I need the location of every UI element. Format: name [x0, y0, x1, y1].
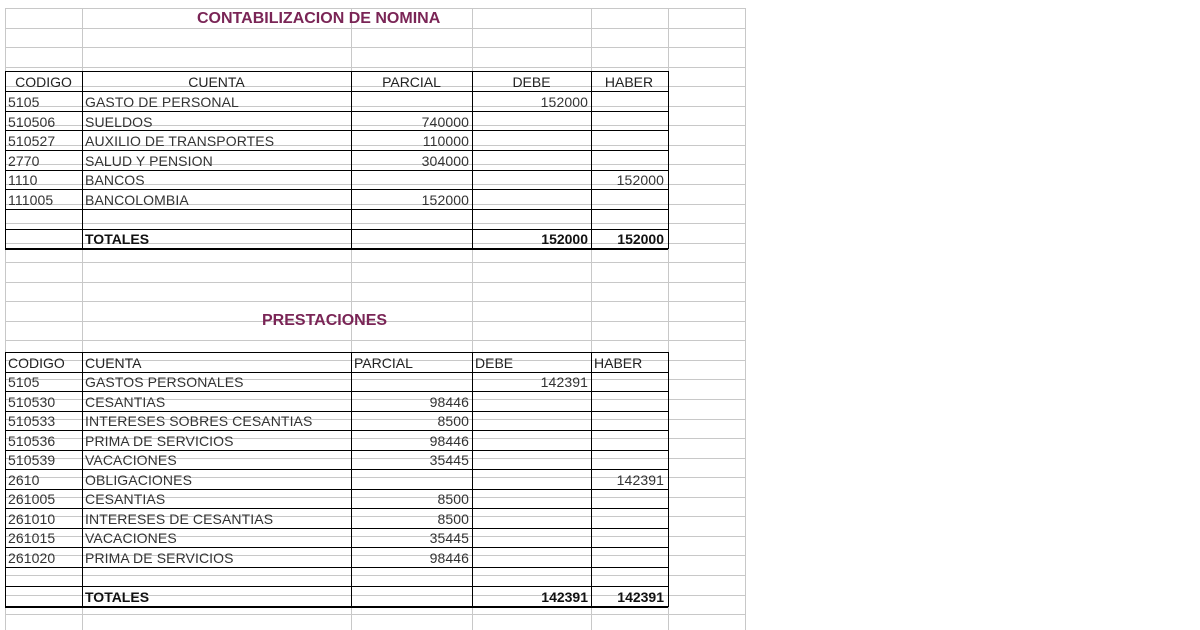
border-vertical	[591, 71, 592, 249]
header-parcial[interactable]: PARCIAL	[354, 355, 413, 371]
cell-haber[interactable]	[591, 431, 667, 451]
cell-parcial[interactable]	[351, 470, 472, 490]
border-horizontal	[5, 567, 668, 568]
cell-parcial[interactable]: 35445	[429, 530, 469, 546]
totals-haber[interactable]: 142391	[617, 589, 664, 605]
cell-cuenta[interactable]: AUXILIO DE TRANSPORTES	[85, 133, 275, 150]
cell-cuenta[interactable]: CESANTIAS	[85, 491, 166, 507]
gridline-horizontal	[5, 47, 746, 48]
cell-haber[interactable]	[591, 372, 667, 392]
cell-parcial[interactable]: 110000	[422, 133, 469, 150]
cell-debe[interactable]	[472, 431, 591, 451]
cell-cuenta[interactable]: VACACIONES	[85, 452, 177, 468]
border-horizontal	[5, 372, 668, 373]
cell-cuenta[interactable]: PRIMA DE SERVICIOS	[85, 549, 234, 566]
cell-codigo[interactable]: 510506	[8, 113, 56, 130]
gridline-horizontal	[5, 67, 746, 68]
cell-debe[interactable]	[472, 170, 591, 190]
border-vertical	[668, 71, 669, 249]
border-vertical	[82, 71, 83, 249]
gridline-horizontal	[5, 282, 746, 283]
cell-haber[interactable]	[591, 112, 667, 132]
border-horizontal	[5, 229, 668, 230]
cell-parcial[interactable]: 8500	[437, 491, 469, 507]
cell-cuenta[interactable]: PRIMA DE SERVICIOS	[85, 432, 234, 449]
border-horizontal	[5, 170, 668, 171]
cell-codigo[interactable]: 261010	[8, 510, 56, 527]
cell-haber[interactable]	[591, 450, 667, 470]
gridline-horizontal	[5, 223, 746, 224]
totals-haber[interactable]: 152000	[617, 231, 664, 247]
cell-debe[interactable]	[472, 528, 591, 548]
border-vertical	[351, 71, 352, 249]
gridline-horizontal	[5, 340, 746, 341]
header-debe[interactable]: DEBE	[512, 74, 551, 90]
border-horizontal	[5, 450, 668, 451]
header-haber[interactable]: HABER	[604, 74, 654, 90]
cell-debe[interactable]	[472, 151, 591, 171]
cell-codigo[interactable]: 510527	[8, 133, 56, 150]
cell-haber[interactable]	[591, 411, 667, 431]
cell-debe[interactable]	[472, 131, 591, 151]
border-horizontal	[5, 606, 668, 608]
gridline-horizontal	[5, 575, 746, 576]
cell-parcial[interactable]: 98446	[429, 549, 469, 566]
header-debe[interactable]: DEBE	[475, 355, 514, 371]
cell-cuenta[interactable]: GASTOS PERSONALES	[85, 374, 244, 390]
totals-label[interactable]: TOTALES	[85, 589, 150, 605]
border-horizontal	[5, 130, 668, 131]
header-cuenta[interactable]: CUENTA	[85, 355, 142, 371]
cell-haber[interactable]	[591, 509, 667, 529]
cell-cuenta[interactable]: SALUD Y PENSION	[85, 152, 213, 169]
cell-codigo[interactable]: 261020	[8, 549, 56, 566]
cell-cuenta[interactable]: VACACIONES	[85, 530, 177, 546]
cell-codigo[interactable]: 5105	[8, 94, 40, 110]
gridline-horizontal	[5, 8, 746, 9]
cell-debe[interactable]	[472, 509, 591, 529]
cell-parcial[interactable]: 8500	[437, 510, 469, 527]
cell-parcial[interactable]	[351, 372, 472, 392]
border-horizontal	[5, 430, 668, 431]
cell-codigo[interactable]: 1110	[8, 172, 38, 189]
gridline-horizontal	[5, 614, 746, 615]
cell-debe[interactable]	[472, 548, 591, 568]
header-codigo[interactable]: CODIGO	[8, 355, 65, 371]
cell-cuenta[interactable]: BANCOLOMBIA	[85, 192, 189, 208]
cell-codigo[interactable]: 261015	[8, 530, 56, 546]
cell-codigo[interactable]: 2610	[8, 471, 40, 488]
border-horizontal	[5, 209, 668, 210]
cell-parcial[interactable]: 98446	[429, 432, 469, 449]
header-cuenta[interactable]: CUENTA	[188, 74, 245, 90]
border-horizontal	[5, 469, 668, 470]
cell-haber[interactable]	[591, 548, 667, 568]
cell-haber[interactable]	[591, 131, 667, 151]
totals-debe[interactable]: 152000	[541, 231, 588, 247]
cell-codigo[interactable]: 2770	[8, 152, 40, 169]
cell-codigo[interactable]: 5105	[8, 374, 40, 390]
totals-label[interactable]: TOTALES	[85, 231, 150, 247]
cell-cuenta[interactable]: OBLIGACIONES	[85, 471, 193, 488]
border-vertical	[668, 352, 669, 607]
cell-haber[interactable]	[591, 92, 667, 112]
border-horizontal	[5, 248, 668, 250]
cell-cuenta[interactable]: INTERESES DE CESANTIAS	[85, 510, 274, 527]
cell-parcial[interactable]: 35445	[429, 452, 469, 468]
totals-debe[interactable]: 142391	[541, 589, 588, 605]
cell-codigo[interactable]: 111005	[8, 192, 54, 208]
cell-haber[interactable]	[591, 190, 667, 210]
border-horizontal	[5, 71, 668, 72]
cell-debe[interactable]	[472, 450, 591, 470]
border-vertical	[472, 71, 473, 249]
gridline-horizontal	[5, 28, 746, 29]
gridline-horizontal	[5, 262, 746, 263]
cell-debe[interactable]	[472, 470, 591, 490]
border-horizontal	[5, 528, 668, 529]
cell-codigo[interactable]: 510539	[8, 452, 56, 468]
border-horizontal	[5, 111, 668, 112]
cell-codigo[interactable]: 510536	[8, 432, 56, 449]
cell-haber[interactable]	[591, 489, 667, 509]
border-horizontal	[5, 91, 668, 92]
border-horizontal	[5, 489, 668, 490]
cell-parcial[interactable]: 152000	[421, 192, 469, 208]
cell-parcial[interactable]: 98446	[429, 393, 469, 410]
gridline-horizontal	[5, 301, 746, 302]
cell-debe[interactable]: 152000	[540, 94, 588, 110]
cell-haber[interactable]: 142391	[616, 471, 664, 488]
cell-haber[interactable]	[591, 392, 667, 412]
cell-parcial[interactable]: 8500	[437, 413, 469, 429]
cell-haber[interactable]	[591, 151, 667, 171]
border-horizontal	[5, 547, 668, 548]
cell-debe[interactable]	[472, 112, 591, 132]
cell-debe[interactable]	[472, 392, 591, 412]
cell-cuenta[interactable]: INTERESES SOBRES CESANTIAS	[85, 413, 313, 429]
border-horizontal	[5, 586, 668, 587]
border-horizontal	[5, 189, 668, 190]
cell-codigo[interactable]: 261005	[8, 491, 56, 507]
cell-parcial[interactable]	[351, 170, 472, 190]
cell-haber[interactable]	[591, 528, 667, 548]
header-haber[interactable]: HABER	[594, 355, 643, 371]
cell-cuenta[interactable]: GASTO DE PERSONAL	[85, 94, 239, 110]
cell-parcial[interactable]	[351, 92, 472, 112]
cell-codigo[interactable]: 510533	[8, 413, 56, 429]
header-codigo[interactable]: CODIGO	[15, 74, 72, 90]
cell-cuenta[interactable]: CESANTIAS	[85, 393, 166, 410]
header-parcial[interactable]: PARCIAL	[382, 74, 441, 90]
cell-cuenta[interactable]: SUELDOS	[85, 113, 153, 130]
cell-haber[interactable]: 152000	[616, 172, 664, 189]
border-horizontal	[5, 508, 668, 509]
cell-cuenta[interactable]: BANCOS	[85, 172, 145, 189]
cell-debe[interactable]	[472, 411, 591, 431]
section-title-nomina: CONTABILIZACION DE NOMINA	[197, 10, 441, 27]
cell-debe[interactable]: 142391	[540, 374, 588, 390]
border-horizontal	[5, 150, 668, 151]
cell-codigo[interactable]: 510530	[8, 393, 56, 410]
border-horizontal	[5, 352, 668, 353]
border-horizontal	[5, 391, 668, 392]
border-vertical	[5, 71, 6, 249]
cell-parcial[interactable]: 740000	[421, 113, 469, 130]
section-title-prestaciones: PRESTACIONES	[262, 312, 388, 329]
border-horizontal	[5, 411, 668, 412]
cell-parcial[interactable]: 304000	[421, 152, 469, 169]
cell-debe[interactable]	[472, 489, 591, 509]
cell-debe[interactable]	[472, 190, 591, 210]
